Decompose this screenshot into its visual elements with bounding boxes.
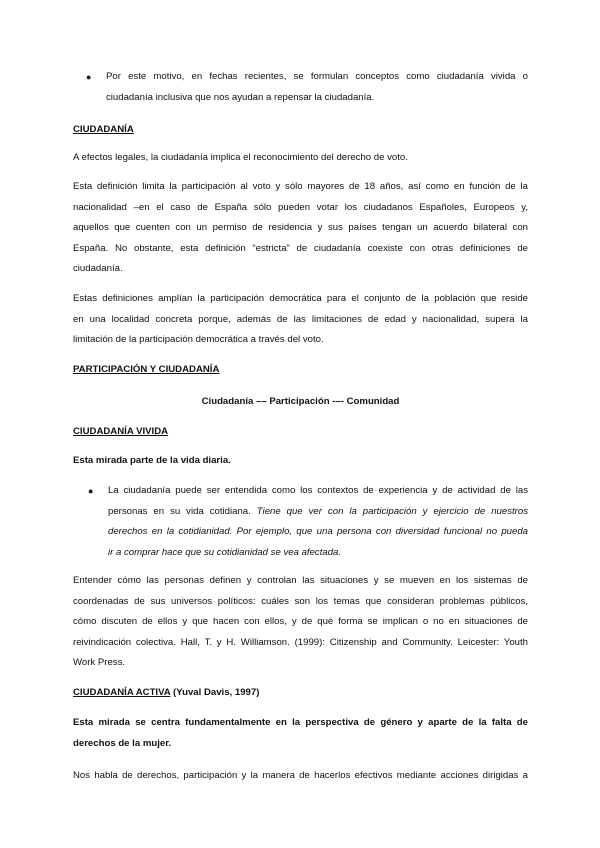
bullet-icon: ● bbox=[88, 486, 94, 496]
text-line: Entender cómo las personas definen y controlan las situaciones y se mueven en los sistemas de bbox=[73, 575, 528, 586]
heading-activa-reference: (Yuval Davis, 1997) bbox=[170, 687, 260, 698]
paragraph-legal: A efectos legales, la ciudadanía implica el reconocimiento del derecho de voto. bbox=[73, 152, 408, 163]
italic-segment: Tiene que ver con la participación y ejercicio de nuestros bbox=[256, 505, 528, 517]
text-line: España. No obstante, esta definición “estricta” de ciudadanía coexiste con otras definiciones de bbox=[73, 242, 528, 254]
text-line: nacionalidad –en el caso de España sólo pueden votar los ciudadanos Españoles, Europeos y, bbox=[73, 201, 528, 213]
text-line: ir a comprar hace que su cotidianidad se vea afectada. bbox=[108, 546, 342, 558]
bullet-paragraph-1 bbox=[106, 67, 528, 108]
text-line: Por este motivo, en fechas recientes, se formulan conceptos como ciudadanía vivida o bbox=[106, 71, 528, 82]
text-line: reivindicación colectiva. Hall, T. y H. Williamson. (1999): Citizenship and Community. Leicester: Youth bbox=[73, 636, 528, 648]
heading-activa-line bbox=[73, 683, 528, 704]
text-line: La ciudadanía puede ser entendida como los contextos de experiencia y de actividad de las bbox=[108, 485, 528, 496]
heading-ciudadania: CIUDADANÍA bbox=[73, 124, 134, 135]
paragraph-mirada-diaria: Esta mirada parte de la vida diaria. bbox=[73, 455, 231, 466]
paragraph-definicion bbox=[73, 177, 528, 280]
paragraph-nos-habla bbox=[73, 766, 528, 787]
bullet-icon: ● bbox=[86, 72, 92, 82]
text-line: derechos de la mujer. bbox=[73, 737, 172, 749]
text-line: Esta mirada se centra fundamentalmente en la perspectiva de género y aparte de la falta de bbox=[73, 717, 528, 728]
text-segment: personas en su vida cotidiana. bbox=[108, 505, 257, 517]
bullet-paragraph-2 bbox=[108, 481, 528, 563]
text-line: ciudadanía inclusiva que nos ayudan a repensar la ciudadanía. bbox=[106, 91, 375, 103]
text-line: Estas definiciones amplían la participación democrática para el conjunto de la población que reside bbox=[73, 293, 528, 304]
text-line: aquellos que cuenten con un permiso de residencia y sus países tengan un acuerdo bilateral con bbox=[73, 222, 528, 233]
text-line: derechos en la cotidianidad. Por ejemplo, que una persona con diversidad funcional no pueda bbox=[108, 526, 528, 537]
paragraph-amplian bbox=[73, 289, 528, 351]
text-line bbox=[108, 502, 528, 523]
centered-concept-line: Ciudadanía –– Participación -–- Comunidad bbox=[201, 396, 400, 407]
text-line: Work Press. bbox=[73, 657, 126, 668]
text-line: limitación de la participación democrática a través del voto. bbox=[73, 334, 324, 345]
paragraph-genero bbox=[73, 713, 528, 754]
text-line: ciudadanía. bbox=[73, 263, 123, 274]
heading-vivida: CIUDADANÍA VIVIDA bbox=[73, 426, 169, 437]
text-line: coordenadas de sus universos políticos: cuáles son los temas que consideran problemas públicos, bbox=[73, 595, 528, 607]
heading-participacion: PARTICIPACIÓN Y CIUDADANÍA bbox=[73, 364, 220, 375]
text-line: Nos habla de derechos, participación y la manera de hacerlos efectivos mediante acciones dirigidas a bbox=[73, 770, 528, 781]
text-line: cómo discuten de ellos y que hacen con ellos, y de qué forma se implican o no en situaciones de bbox=[73, 616, 528, 627]
text-line: en una localidad concreta porque, además de las limitaciones de edad y nacionalidad, supera la bbox=[73, 313, 528, 325]
heading-activa: CIUDADANÍA ACTIVA bbox=[73, 687, 171, 698]
paragraph-entender bbox=[73, 571, 528, 674]
text-line: Esta definición limita la participación al voto y sólo mayores de 18 años, así como en función de la bbox=[73, 181, 528, 192]
